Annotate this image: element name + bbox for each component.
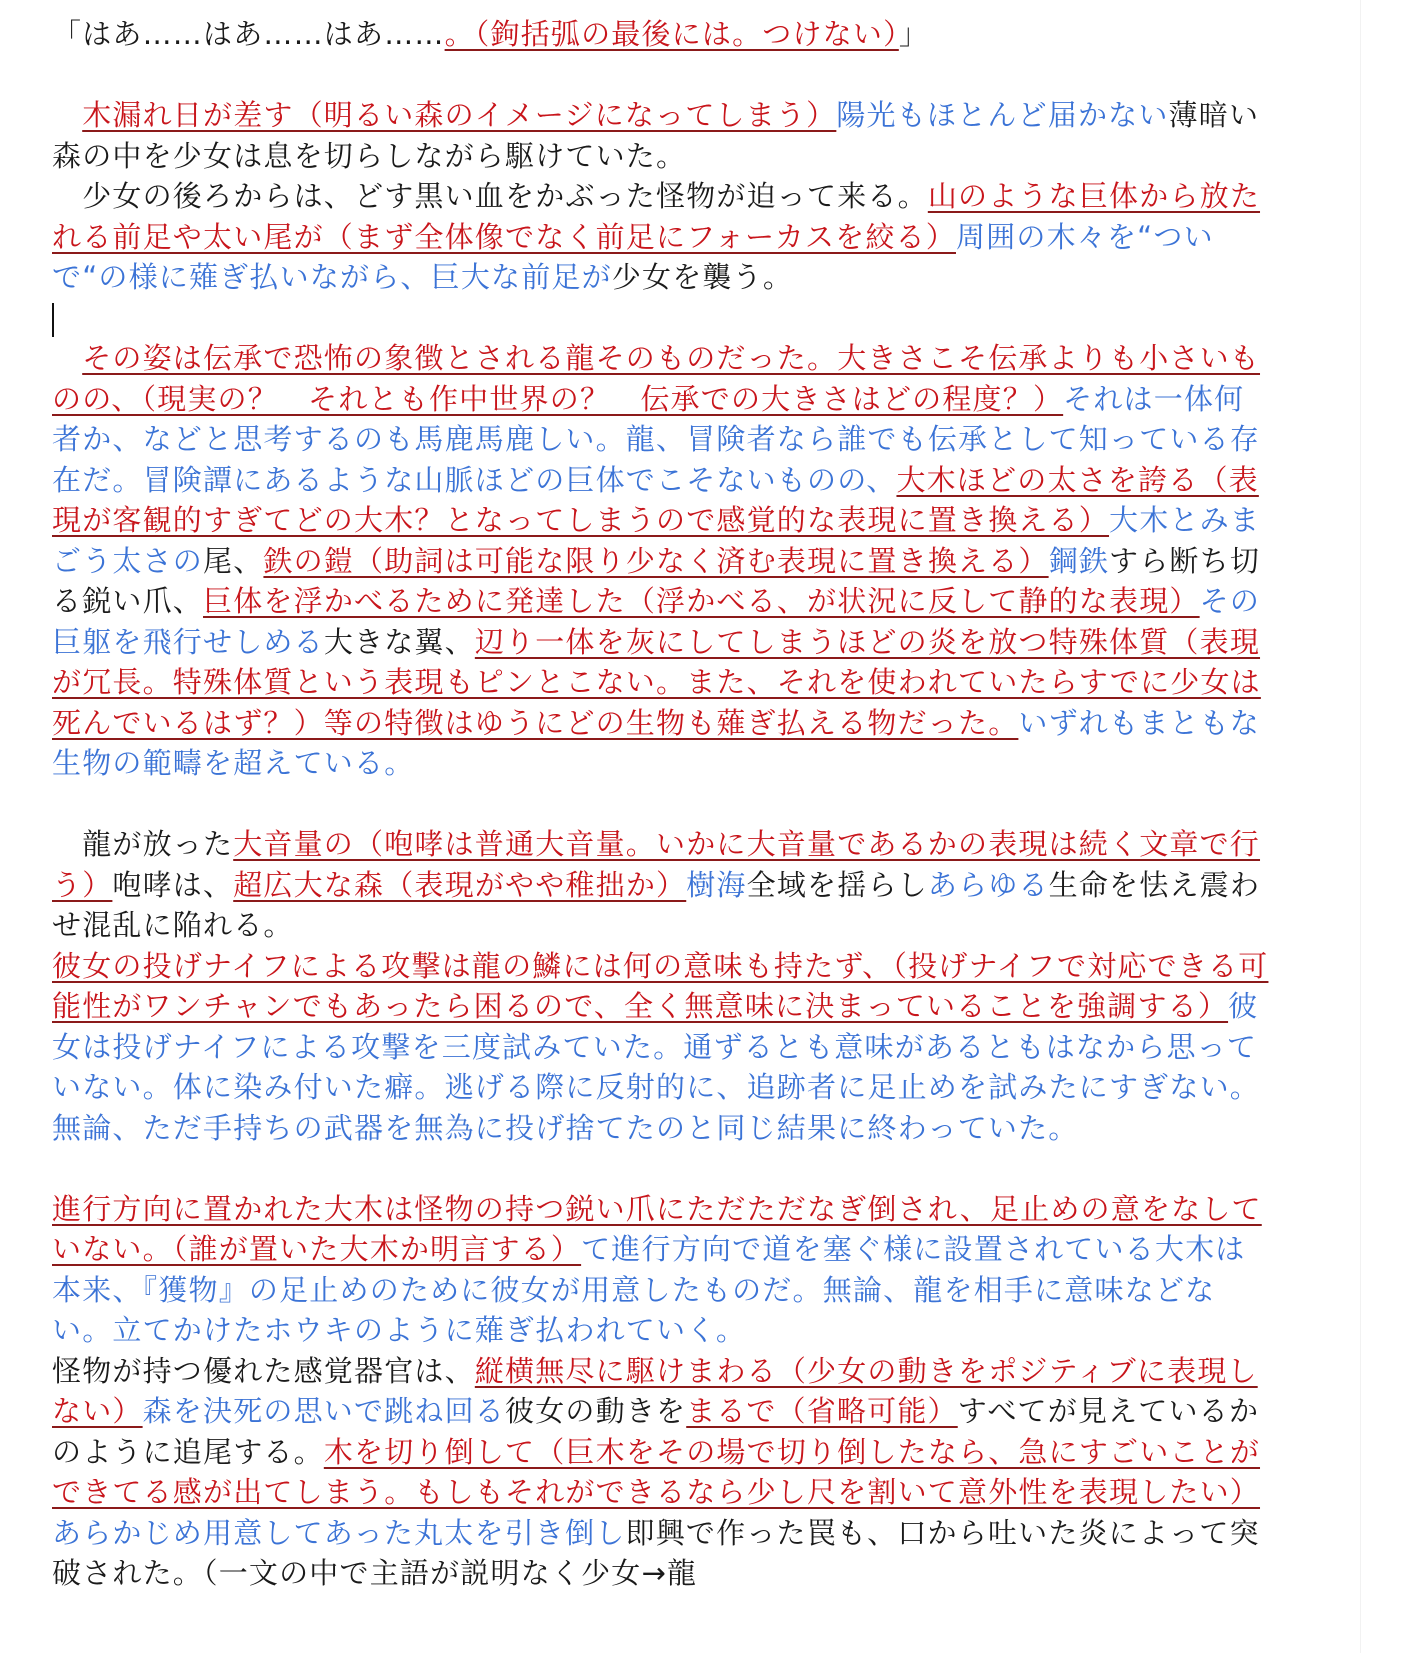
revised-text: 鋼鉄 <box>1048 543 1110 578</box>
revised-text: 陽光もほとんど届かない <box>836 98 1169 132</box>
blank-line[interactable] <box>52 1148 1274 1189</box>
body-text: 彼女の動きを <box>505 1394 687 1428</box>
body-text: 生命を怯え震わせ混乱に陥れる。 <box>52 867 1261 942</box>
deleted-annotation-text: 。（鉤括弧の最後には。つけない） <box>444 17 899 51</box>
revised-text: あらゆる <box>927 867 1049 902</box>
paragraph[interactable] <box>52 95 1274 176</box>
revised-text: その巨躯を飛行せしめる <box>52 584 1261 659</box>
body-text: 龍が放った <box>52 827 234 861</box>
revised-text: 樹海 <box>686 867 747 902</box>
document-body[interactable] <box>52 14 1274 1594</box>
deleted-annotation-text: その姿は伝承で恐怖の象徴とされる龍そのものだった。大きさこそ伝承よりも小さいものの、（現実の？ それとも作中世界の？ 伝承での大きさはどの程度？） <box>52 341 1261 416</box>
deleted-annotation-text: 彼女の投げナイフによる攻撃は龍の鱗には何の意味も持たず、（投げナイフで対応できる可能性がワンチャンでもあったら困るので、全く無意味に決まっていることを強調する） <box>52 948 1269 1023</box>
deleted-annotation-text: 大木ほどの太さを誇る（表現が客観的すぎてどの大木？となってしまうので感覚的な表現に置き換える） <box>52 462 1259 537</box>
deleted-annotation-text: 大音量の（咆哮は普通大音量。いかに大音量であるかの表現は続く文章で行う） <box>52 827 1261 902</box>
deleted-annotation-text: 辺り一体を灰にしてしまうほどの炎を放つ特殊体質（表現が冗長。特殊体質という表現もピンとこない。また、それを使われていたらすでに少女は死んでいるはず？）等の特徴はゆうにどの生物も薙ぎ払える物だった。 <box>52 624 1261 740</box>
paragraph[interactable] <box>52 1351 1274 1594</box>
deleted-annotation-text: 山のような巨体から放たれる前足や太い尾が（まず全体像でなく前足にフォーカスを絞る） <box>52 179 1261 254</box>
text-cursor <box>52 303 54 337</box>
body-text: すら断ち切る鋭い爪、 <box>52 543 1261 618</box>
body-text: 」 <box>898 17 930 51</box>
blank-line[interactable] <box>52 298 1274 339</box>
scrollbar-track[interactable] <box>1360 0 1423 1653</box>
body-text: 尾、 <box>203 543 264 578</box>
body-text: 全域を揺らし <box>746 867 928 902</box>
body-text: 即興で作った罠も、口から吐いた炎によって突破された。（一文の中で主語が説明なく少女→龍 <box>52 1515 1260 1590</box>
paragraph[interactable] <box>52 14 1274 55</box>
deleted-annotation-text: 木を切り倒して（巨木をその場で切り倒したなら、急にすごいことができてる感が出てしまう。もしもそれができるなら少し尺を割いて意外性を表現したい） <box>52 1434 1261 1509</box>
revised-text: それは一体何者か、などと思考するのも馬鹿馬鹿しい。龍、冒険者なら誰でも伝承として知っている存在だ。冒険譚にあるような山脈ほどの巨体でこそないものの、 <box>52 381 1261 497</box>
revised-text: 大木とみまごう太さの <box>52 503 1261 578</box>
blank-line[interactable] <box>52 784 1274 825</box>
body-text: 少女の後ろからは、どす黒い血をかぶった怪物が迫って来る。 <box>52 179 928 213</box>
body-text: すべてが見えているかのように追尾する。 <box>52 1394 1260 1469</box>
body-text: 怪物が持つ優れた感覚器官は、 <box>52 1353 475 1388</box>
deleted-annotation-text: 鉄の鎧（助詞は可能な限り少なく済む表現に置き換える） <box>263 543 1049 578</box>
paragraph[interactable] <box>52 946 1274 1149</box>
body-text: 「はあ……はあ……はあ…… <box>52 17 445 51</box>
body-text: 少女を襲う。 <box>611 260 794 294</box>
deleted-annotation-text: 縦横無尽に駆けまわる（少女の動きをポジティブに表現しない） <box>52 1353 1258 1428</box>
paragraph[interactable] <box>52 824 1274 946</box>
revised-text: あらかじめ用意してあった丸太を引き倒し <box>52 1515 626 1550</box>
deleted-annotation-text: 超広大な森（表現がやや稚拙か） <box>233 867 687 902</box>
paragraph[interactable] <box>52 176 1274 298</box>
body-text: 薄暗い森の中を少女は息を切らしながら駆けていた。 <box>52 98 1260 173</box>
deleted-annotation-text: 巨体を浮かべるために発達した（浮かべる、が状況に反して静的な表現） <box>203 584 1200 618</box>
revised-text: 周囲の木々を“ついで“の様に薙ぎ払いながら、巨大な前足が <box>52 219 1214 294</box>
revised-text: て進行方向で道を塞ぐ様に設置されている大木は本来、『獲物』の足止めのために彼女が用意したものだ。無論、龍を相手に意味などない。立てかけたホウキのように薙ぎ払われていく。 <box>52 1232 1246 1347</box>
paragraph[interactable] <box>52 1189 1274 1351</box>
paragraph[interactable] <box>52 338 1274 784</box>
body-text <box>52 98 82 132</box>
blank-line[interactable] <box>52 55 1274 96</box>
body-text: 大きな翼、 <box>323 624 475 659</box>
deleted-annotation-text: 進行方向に置かれた大木は怪物の持つ鋭い爪にただただなぎ倒され、足止めの意をなしていない。（誰が置いた大木か明言する） <box>52 1191 1262 1266</box>
deleted-annotation-text: 木漏れ日が差す（明るい森のイメージになってしまう） <box>82 98 837 132</box>
body-text <box>52 341 82 375</box>
revised-text: いずれもまともな生物の範疇を超えている。 <box>52 705 1261 780</box>
revised-text: 森を決死の思いで跳ね回る <box>142 1394 506 1428</box>
body-text: 咆哮は、 <box>112 867 234 902</box>
revised-text: 彼女は投げナイフによる攻撃を三度試みていた。通ずるとも意味があるともはなから思っていない。体に染み付いた癖。逃げる際に反射的に、追跡者に足止めを試みたにすぎない。無論、ただ手持ちの武器を無為に投げ捨てたのと同じ結果に終わっていた。 <box>52 989 1261 1145</box>
deleted-annotation-text: まるで（省略可能） <box>686 1394 958 1428</box>
